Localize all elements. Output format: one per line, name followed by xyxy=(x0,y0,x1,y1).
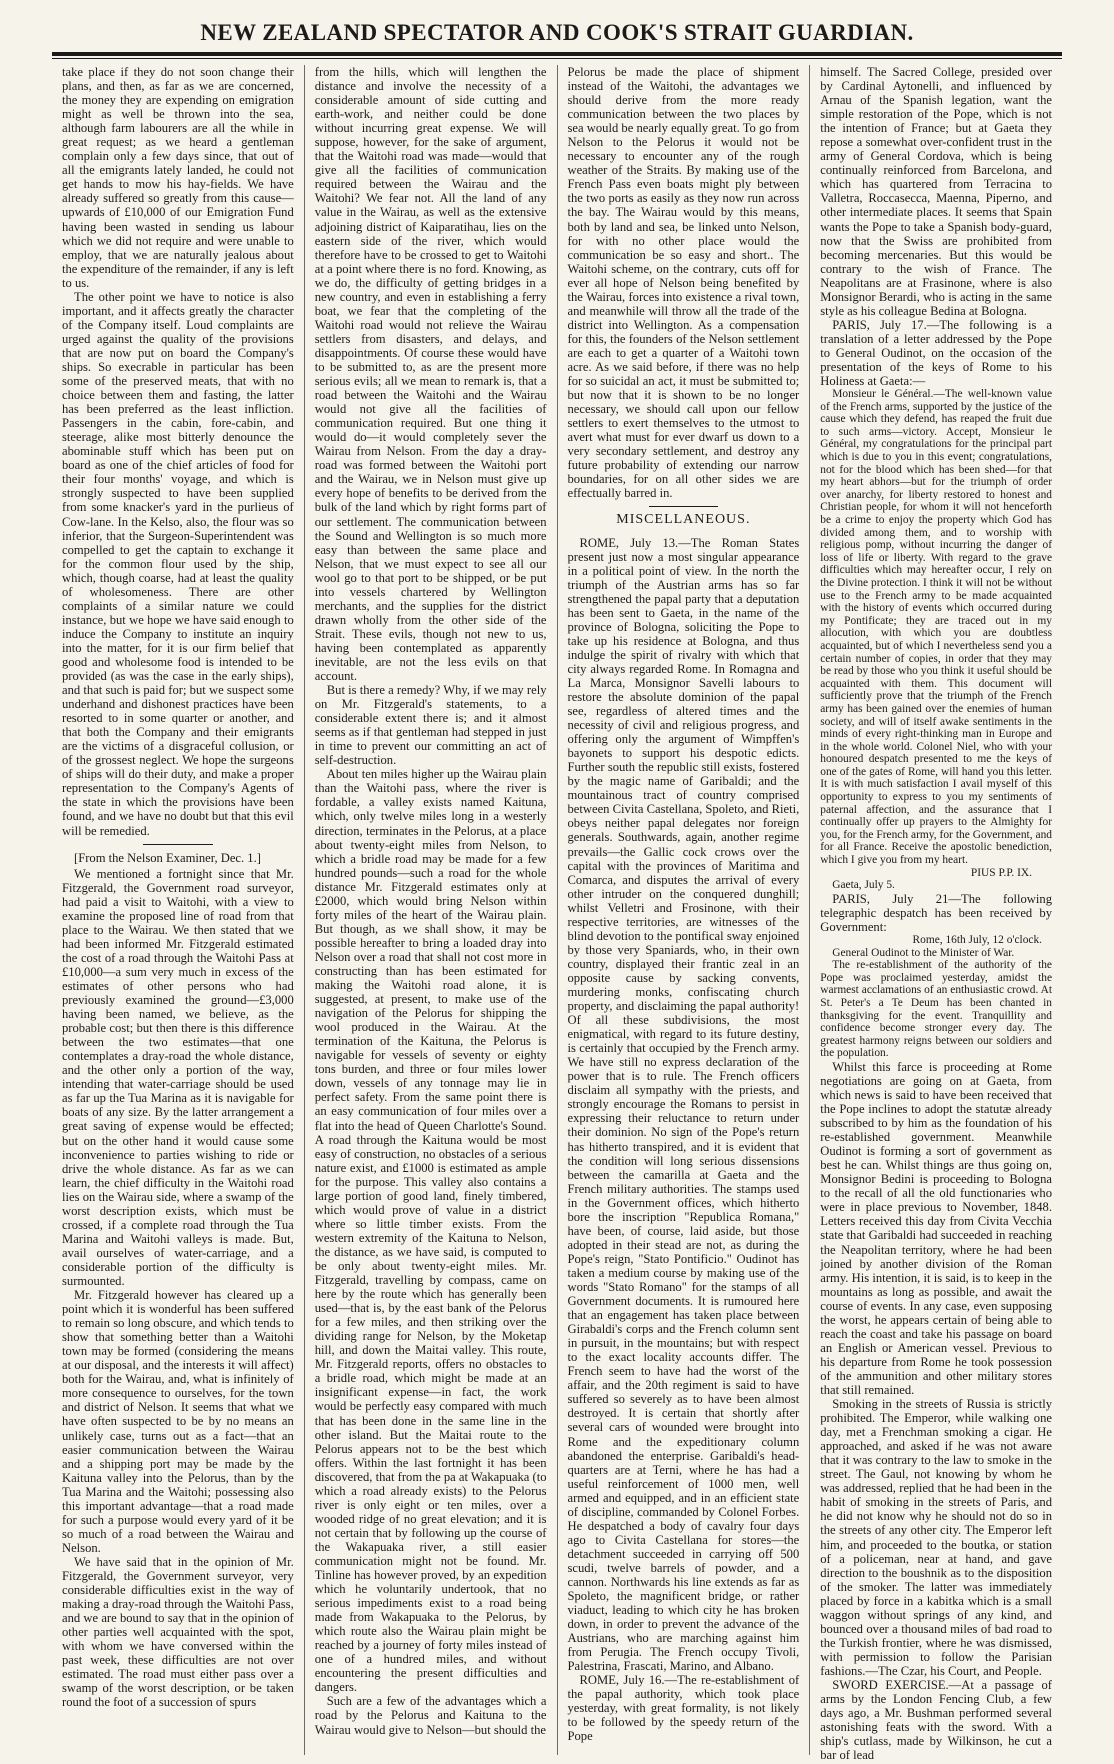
paragraph: The other point we have to notice is also important, and it affects greatly the character of the Company itself. Loud complaints are urged against the quality of the provisions that are now put on board the Company's ships. So execrable in particular has been some of the preserved meats, that with no choice between them and fasting, the latter has been preferred as the least infliction. Passengers in the cabin, fore-cabin, and steerage, alike most bitterly denounce the abominable stuff which has been put on board as one of the chief articles of food for their four months' voyage, and which is strongly suspected to have been supplied from some knacker's yard in the purlieus of Cow-lane. In the Kelso, also, the flour was so inferior, that the Surgeon-Superintendent was compelled to get the captain to exchange it for the common flour used by the ship, which, though coarse, had at least the quality of wholesomeness. There are other complaints of a similar nature we could instance, but we hope we have said enough to induce the Company to institute an inquiry into the matter, for it is our firm belief that good and wholesome food is intended to be provided (as was the case in the early ships), and that such is paid for; but we suspect some underhand and dishonest practices have been resorted to in some quarter or another, and that both the Company and their emigrants are the victims of a disgraceful collusion, or of the grossest neglect. We hope the surgeons of ships will do their duty, and make a proper representation to the Company's Agents of the state in which the provisions have been found, and we have no doubt but that this evil will be remedied. xyxy=(62,289,294,838)
dateline: Rome, 16th July, 12 o'clock. xyxy=(912,933,1042,946)
paragraph: Whilst this farce is proceeding at Rome negotiations are going on at Gaeta, from which news is said to have been received that the Pope inclines to adopt the statutæ already subscribed to by him as the foundation of his re-established government. Meanwhile Oudinot is forming a sort of government as best he can. Whilst things are thus going on, Monsignor Bedini is proceeding to Bologna to the recall of all the old functionaries who were in place previous to November, 1848. Letters received this day from Civita Vecchia state that Garibaldi had succeeded in reaching the Neapolitan territory, where he had been joined by another division of the Roman army. His intention, it is said, is to keep in the mountains as long as possible, and await the course of events. In any case, even supposing the worst, he appears certain of being able to reach the coast and take his passage on board an English or American vessel. Previous to his departure from Rome he took possession of the ammunition and other military stores that still remained. xyxy=(820,1059,1052,1397)
masthead-rule-thick xyxy=(52,52,1062,56)
source-credit: [From the Nelson Examiner, Dec. 1.] xyxy=(74,850,261,865)
paragraph: Smoking in the streets of Russia is strictly prohibited. The Emperor, while walking one day, met a Frenchman smoking a cigar. He approached, and asked if he was not aware that it was contrary to the law to smoke in the street. The Gaul, not knowing by whom he was addressed, replied that he had been in the habit of smoking in the streets of Paris, and he did not know why he should not do so in the streets of any other city. The Emperor left him, and proceeded to the boutka, or station of a policeman, near at hand, and gave direction to the boushnik as to the disposition of the smoker. The latter was immediately placed by force in a kabitka which is a small waggon without springs of any kind, and bounced over a thousand miles of bad road to the Turkish frontier, where he was dismissed, with permission to follow the Parisian fashions.—The Czar, his Court, and People. xyxy=(820,1397,1052,1678)
column-1 xyxy=(52,65,304,1755)
letter-date: Gaeta, July 5. xyxy=(832,879,895,892)
paragraph: About ten miles higher up the Wairau plain than the Waitohi pass, where the river is fordable, a valley exists named Kaituna, which, only twelve miles long in a westerly direction, terminates in the Pelorus, at a place about twenty-eight miles from Nelson, to which a bridle road may be made for a few hundred pounds—such a road for the whole distance Mr. Fitzgerald estimates only at £2000, which would bring Nelson within forty miles of the heart of the Wairau plain. But though, as we shall show, it may be possible hereafter to bring a loaded dray into Nelson over a road that shall not cost more in constructing than has been estimated for making the Waitohi road alone, it is suggested, at present, to make use of the navigation of the Pelorus for shipping the wool produced in the Wairau. At the termination of the Kaituna, the Pelorus is navigable for vessels of seventy or eighty tons burden, and three or four miles lower down, vessels of any tonnage may lie in perfect safety. From the same point there is an easy communication of four miles over a flat into the head of Queen Charlotte's Sound. A road through the Kaituna would be most easy of construction, no obstacles of a serious nature exist, and £1000 is estimated as ample for the purpose. This valley also contains a large portion of good land, finely timbered, which would prove of value in a district where so little timber exists. From the western extremity of the Kaituna to Nelson, the distance, as we have said, is computed to be only about twenty-eight miles. Mr. Fitzgerald, travelling by compass, came on here by the route which has generally been used—that is, by the east bank of the Pelorus for a few miles, and then striking over the dividing range for Nelson, by the Moketap hill, and down the Maitai valley. This route, Mr. Fitzgerald reports, offers no obstacles to a bridle road, which might be made at an insignificant expense—in fact, the work would be perfectly easy compared with much that has been done in the same line in the other island. But the Maitai route to the Pelorus appears not to be the best which offers. Within the last fortnight it has been discovered, that from the pa at Wakapuaka (to which a road already exists) to the Pelorus river is only eight or ten miles, over a wooded ridge of no great elevation; and it is not certain that by following up the course of the Wakapuaka river, a still easier communication might not be found. Mr. Tinline has however proved, by an expedition which he voluntarily undertook, that no serious impediments exist to a road being made from Wakapuaka to the Pelorus, by which route also the Wairau plain might be reached by a journey of forty miles instead of one of a hundred miles, and without encountering the present difficulties and dangers. xyxy=(314,767,547,1695)
divider xyxy=(143,844,213,845)
paragraph: Pelorus be made the place of shipment instead of the Waitohi, the advantages we should derive from the more ready communication between the two places by sea would be nearly equally great. To go from Nelson to the Pelorus it would not be necessary to encounter any of the rough weather of the Straits. By making use of the French Pass even boats might ply between the two ports as easily as they now run across the bay. The Wairau would by this means, both by land and sea, be linked unto Nelson, for with no other place would the communication be so easy and short.. The Waitohi scheme, on the contrary, cuts off for ever all hope of Nelson being benefited by the Wairau, forces into existence a rival town, and meanwhile will throw all the trade of the district into Wellington. As a compensation for this, the founders of the Nelson settlement are each to get a quarter of a Waitohi town acre. As we said before, if there was no help for so suicidal an act, it must be submitted to; but now that it is shown to be no longer necessary, we should call upon our fellow settlers to exert themselves to the utmost to avert what must for ever dwarf us down to a very secondary settlement, and destroy any future probability of extending our narrow boundaries, for on all other sides we are effectually barred in. xyxy=(567,65,800,501)
column-4 xyxy=(809,65,1062,1763)
papal-letter: Monsieur le Général.—The well-known value of the French arms, supported by the justice of the cause which they defend, has reaped the fruit due to such arms—victory. Accept, Monsieur le Général, my congratulations for the principal part which is due to you in this event; congratulations, not for the blood which has been shed—for that my heart abhors—but for the triumph of order over anarchy, for liberty restored to honest and Christian people, for whom it will not henceforth be a crime to enjoy the property which God has divided among them, and to worship with religious pomp, without incurring the danger of loss of life or liberty. With regard to the grave difficulties which may hereafter occur, I rely on the Divine protection. I think it will not be without use to the French army to be made acquainted with the history of events which occurred during my Pontificate; they are traced out in my allocution, with which you are doubtless acquainted, but of which I nevertheless send you a certain number of copies, in order that they may be read by those who you think it useful should be acquainted with them. This document will sufficiently prove that the triumph of the French army has been gained over the enemies of human society, and will of itself awake sentiments in the minds of every right-thinking man in Europe and in the whole world. Colonel Niel, who with your honoured despatch presented to me the keys of one of the gates of Rome, will hand you this letter. It is with much satisfaction I avail myself of this opportunity to express to you my sentiments of paternal affection, and the assurance that I continually offer up prayers to the Almighty for you, for the French army, for the Government, and for all France. Receive the apostolic benediction, which I give you from my heart. xyxy=(820,388,1052,867)
paragraph: ROME, July 13.—The Roman States present just now a most singular appearance in a political point of view. In the north the triumph of the Austrian arms has so far strengthened the papal party that a deputation has been sent to Gaeta, in the name of the province of Bologna, soliciting the Pope to take up his residence at Bologna, and thus indulge the spirit of rivalry with which that city always regarded Rome. In Romagna and La Marca, Monsignor Savelli labours to restore the absolute dominion of the papal see, regardless of altered times and the necessity of civil and religious progress, and offering only the argument of Wimpffen's bayonets to support his despotic edicts. Further south the republic still exists, fostered by the magic name of Garibaldi; and the mountainous tract of country comprised between Civita Castellana, Spoleto, and Rieti, obeys neither papal delegates nor foreign generals. Southwards, again, another regime prevails—the Gallic cock crows over the capital with the provinces of Maritima and Comarca, and disputes the arrival of every other intruder on the conquered dunghill; whilst Velletri and Frosinone, with their respective territories, are witnesses of the blind devotion to the pontifical sway enjoined by those very Spaniards, who, in their own country, displayed their frantic zeal in an opposite cause by sacking convents, murdering monks, confiscating church property, and disclaiming the papal authority! Of all these subdivisions, the most enigmatical, with regard to its future destiny, is certainly that occupied by the French army. We have still no express declaration of the power that is to rule. The French officers disclaim all sympathy with the priests, and strongly encourage the Romans to persist in expressing their reluctance to return under their dominion. No sign of the Pope's return has hitherto transpired, and it is evident that the condition will long serious dissensions between the camarilla at Gaeta and the French military authorities. The stamps used in the Government offices, which hitherto bore the inscription "Republica Romana," have been, of course, laid aside, but those adopted in their stead are not, as during the Pope's reign, "Stato Pontificio." Oudinot has taken a medium course by making use of the words "Stato Romano" for the stamps of all Government documents. It is rumoured here that an engagement has taken place between Girabaldi's corps and the French column sent in pursuit, in the mountains; but with respect to the exact locality accounts differ. The French seem to have had the worst of the affair, and the 20th regiment is said to have suffered so severely as to have been almost destroyed. It is certain that shortly after several cars of wounded were brought into Rome and the expeditionary column abandoned the enterprise. Garibaldi's head-quarters are at Terni, where he has had a useful reinforcement of 1000 men, well armed and equipped, and in an efficient state of discipline, commanded by Colonel Forbes. He despatched a body of cavalry four days ago to Civita Castellana for stores—the detachment succeeded in carrying off 500 scudi, twelve barrels of powder, and a cannon. Northwards his line extends as far as Spoleto, the magnificent bridge, or rather viaduct, leading to which city he has broken down, in order to prevent the advance of the Austrians, who are marching against him from Perugia. The French occupy Tivoli, Palestrina, Frascati, Marino, and Albano. xyxy=(567,535,800,1674)
paragraph: Such are a few of the advantages which a road by the Pelorus and Kaituna to the Wairau would give to Nelson—but should the xyxy=(314,1694,547,1737)
paragraph: SWORD EXERCISE.—At a passage of arms by the London Fencing Club, a few days ago, a Mr. Bushman performed several astonishing feats with the sword. With a ship's cutlass, made by Wilkinson, he cut a bar of lead xyxy=(820,1677,1052,1763)
signature: PIUS P.P. IX. xyxy=(970,866,1032,879)
paragraph: Mr. Fitzgerald however has cleared up a point which it is wonderful has been suffered to remain so long obscure, and which tends to show that something better than a Waitohi town may be formed (considering the means at our disposal, and the interests it will affect) both for the Wairau, and, what is infinitely of more consequence to ourselves, for the town and district of Nelson. It seems that what we have often suspected to be by no means an unlikely case, turns out as a fact—that an easier communication between the Wairau and a shipping port may be made by the Kaituna valley into the Pelorus, than by the Tua Marina and the Waitohi; possessing also this important advantage—that a road made for such a purpose would every yard of it be so much of a road between the Wairau and Nelson. xyxy=(62,1288,294,1555)
section-heading: MISCELLANEOUS. xyxy=(616,512,751,528)
paragraph: We mentioned a fortnight since that Mr. Fitzgerald, the Government road surveyor, had paid a visit to Waitohi, with a view to examine the proposed line of road from that place to the Wairau. We then stated that we had been informed Mr. Fitzgerald estimated the cost of a road through the Waitohi Pass at £10,000—a sum very much in excess of the estimates of other persons who had previously examined the ground—£3,000 having been named, we believe, as the probable cost; but then there is this difference between the two estimates—that one contemplates a dray-road the whole distance, and the other only a portion of the way, intending that water-carriage should be used as far up the Tua Marina as it is navigable for boats of any size. By the latter arrangement a great saving of expense would be effected; but on the other hand it would cause some inconvenience to parties wishing to ride or drive the whole distance. As far as we can learn, the chief difficulty in the Waitohi road lies on the Wairau side, where a swamp of the worst description exists, which must be crossed, if a complete road through the Tua Marina and Waitohi valleys is made. But, avail ourselves of water-carriage, and a considerable portion of the difficulty is surmounted. xyxy=(62,866,294,1288)
masthead-rule-thin xyxy=(52,58,1062,59)
column-3 xyxy=(557,65,810,1755)
paragraph: ROME, July 16.—The re-establishment of the papal authority, which took place yesterday, with great formality, is not likely to be followed by the speedy return of the Pope xyxy=(567,1673,800,1744)
paragraph: from the hills, which will lengthen the distance and involve the necessity of a considerable amount of side cutting and earth-work, and neither could be done without incurring great expense. We will suppose, however, for the sake of argument, that the Waitohi road was made—would that give all the facilities of communication required between the Wairau and the Waitohi? We fear not. All the land of any value in the Wairau, as well as the extensive adjoining district of Kaiparatihau, lies on the eastern side of the river, which would therefore have to be crossed to get to Waitohi at a point where there is no ford. Knowing, as we do, the difficulty of getting bridges in a new country, and even in establishing a ferry boat, we fear that the completing of the Waitohi road would not relieve the Wairau settlers from disasters, and delays, and disappointments. Of course these would have to be submitted to, as are the present more serious evils; all we mean to remark is, that a road between the Waitohi and the Wairau would not give all the facilities of communication required. But one thing it would do—it would completely sever the Wairau from Nelson. From the day a dray-road was formed between the Waitohi port and the Wairau, we in Nelson must give up every hope of benefits to be derived from the bulk of the land which by right forms part of our settlement. The communication between the Sound and Wellington is so much more easy than between the same place and Nelson, that we must expect to see all our wool go to that port to be shipped, or be put into vessels chartered by Wellington merchants, and the supplies for the district drawn wholly from the other side of the Strait. These evils, though not new to us, having been contemplated as apparently inevitable, are not the less evils on that account. xyxy=(314,65,547,684)
paragraph: But is there a remedy? Why, if we may rely on Mr. Fitzgerald's statements, to a considerable extent there is; and it almost seems as if that gentleman had stepped in just in time to prevent our committing an act of self-destruction. xyxy=(314,683,547,768)
column-2 xyxy=(304,65,557,1755)
paragraph: We have said that in the opinion of Mr. Fitzgerald, the Government surveyor, very considerable difficulties exist in the way of making a dray-road through the Waitohi Pass, and we are bound to say that in the opinion of other parties well acquainted with the spot, with whom we have conversed within the past week, these difficulties are not over estimated. The road must either pass over a swamp of the worst description, or be taken round the foot of a succession of spurs xyxy=(62,1554,294,1710)
addressee: General Oudinot to the Minister of War. xyxy=(832,946,1015,959)
paragraph: take place if they do not soon change their plans, and then, as far as we are concerned, the money they are expending on emigration might as well be thrown into the sea, although farm labourers are all the while in great request; as we heard a gentleman complain only a few days since, that out of all the emigrants lately landed, he could not get hands to mow his hay-fields. We have already suffered so greatly from this cause—upwards of £10,000 of our Emigration Fund having been wasted in sending us labour which we did not require and were unable to employ, that we are naturally jealous about the expenditure of the remainder, if any is left to us. xyxy=(62,65,294,290)
paragraph: himself. The Sacred College, presided over by Cardinal Aytonelli, and influenced by Arnau of the Spanish legation, want the simple restoration of the Pope, which is not the intention of France; but at Gaeta they repose a somewhat over-confident trust in the army of General Cordova, which is being continually reinforced from Barcelona, and which has quartered from Terracina to Valletra, Roccasecca, Maenna, Piperno, and other intermediate places. It seems that Spain wants the Pope to take a Spanish body-guard, now that the Swiss are prohibited from becoming mercenaries. But this would be contrary to the wish of France. The Neapolitans are at Frasinone, where is also Monsignor Berardi, who is acting in the same style as his colleague Bedina at Bologna. xyxy=(820,65,1052,318)
masthead: NEW ZEALAND SPECTATOR AND COOK'S STRAIT GUARDIAN. xyxy=(200,20,914,45)
columns xyxy=(52,65,1062,1763)
divider xyxy=(649,506,719,507)
telegram-text: The re-establishment of the authority of the Pope was proclaimed yesterday, amidst the warmest acclamations of an enthusiastic crowd. At St. Peter's a Te Deum has been chanted in thanksgiving for the event. Tranquillity and confidence become stronger every day. The greatest harmony reigns between our soldiers and the population. xyxy=(820,959,1052,1060)
paragraph: PARIS, July 17.—The following is a translation of a letter addressed by the Pope to General Oudinot, on the occasion of the presentation of the keys of Rome to his Holiness at Gaeta:— xyxy=(820,317,1052,389)
paragraph: PARIS, July 21—The following telegraphic despatch has been received by Government: xyxy=(820,891,1052,934)
